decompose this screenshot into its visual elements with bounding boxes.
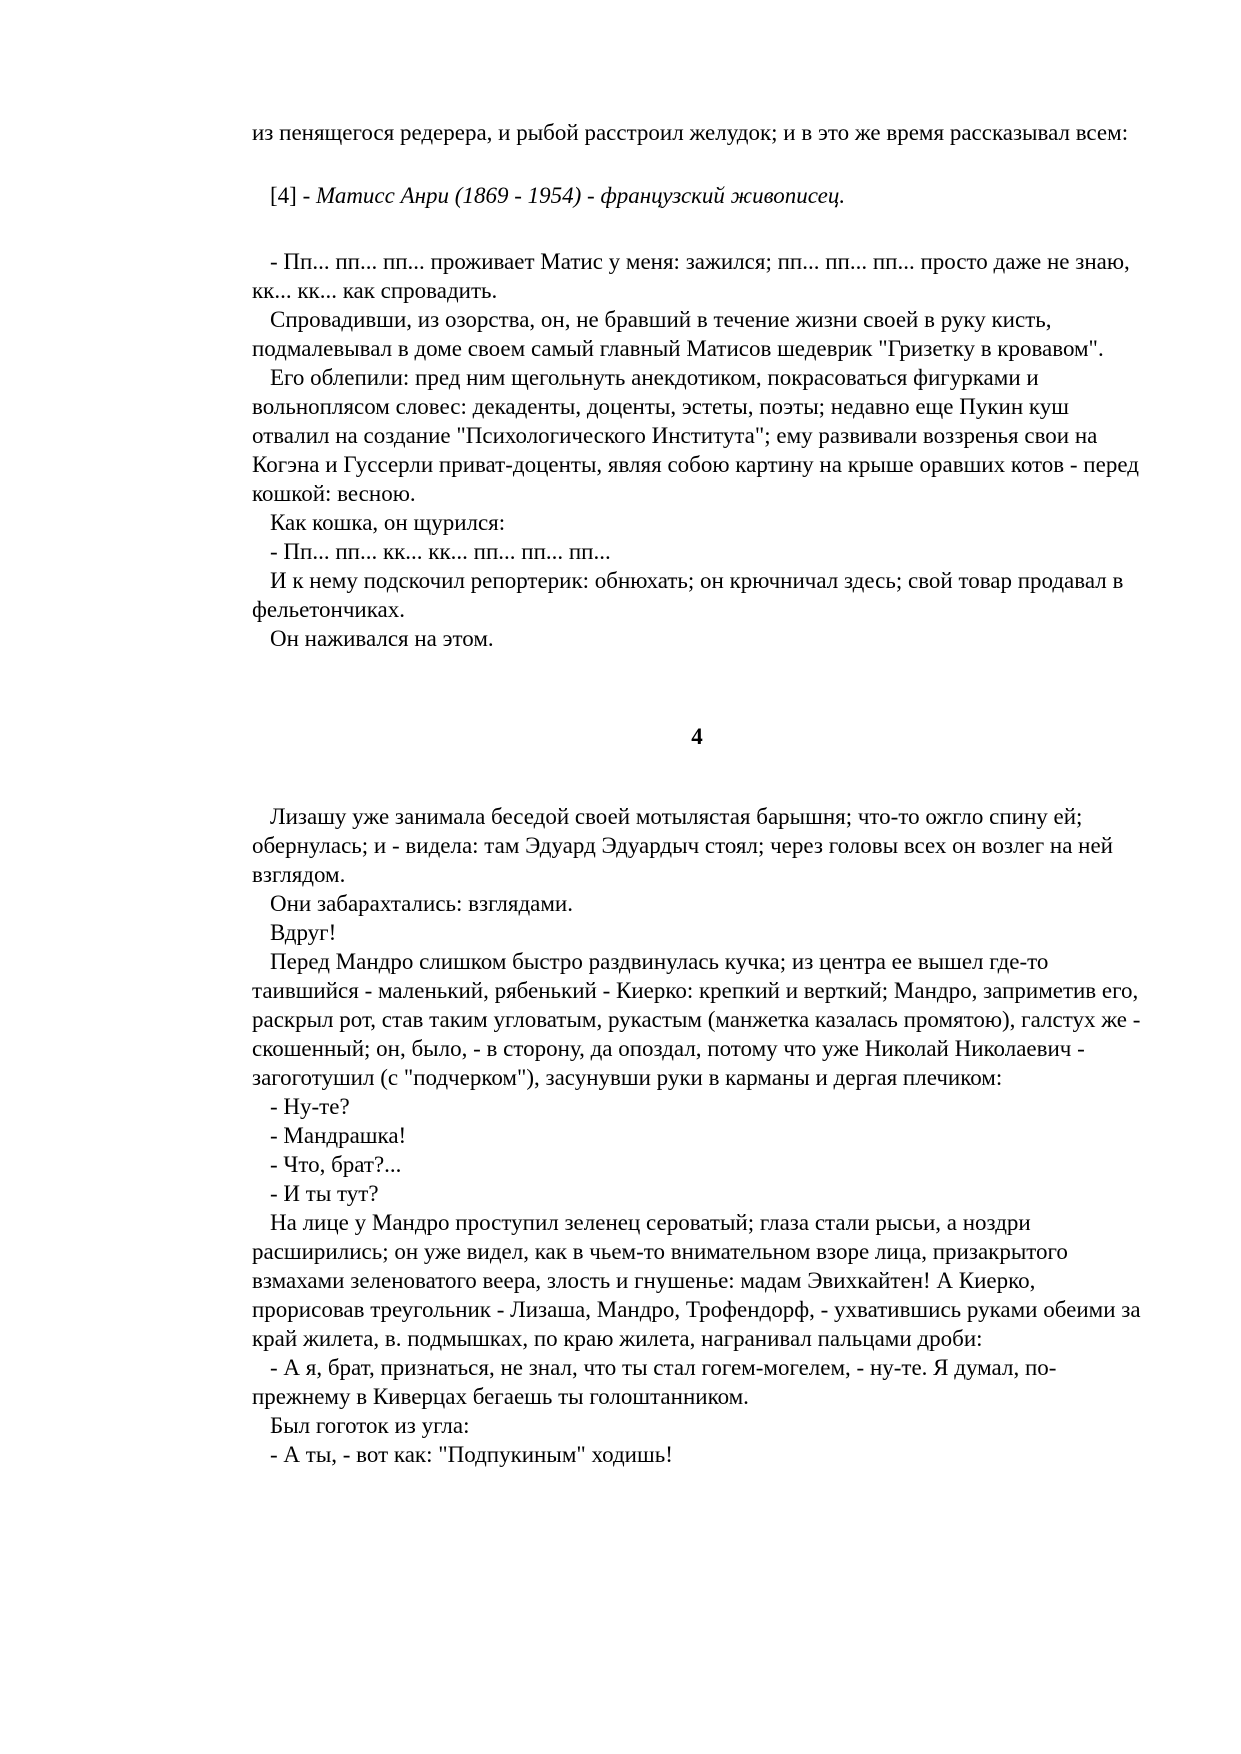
continuation-block [252, 118, 1142, 147]
paragraph: Он наживался на этом. [270, 626, 494, 651]
paragraph: Лизашу уже занимала беседой своей мотылястая барышня; что-то ожгло спину ей; обернулась; и - видела: там Эдуард Эдуардыч стоял; через головы всех он возлег на ней взглядом. [252, 804, 1113, 887]
text-block-bottom [252, 802, 1142, 1469]
paragraph: - Что, брат?... [270, 1152, 402, 1177]
paragraph: Спровадивши, из озорства, он, не бравший в течение жизни своей в руку кисть, подмалевывал в доме своем самый главный Матисов шедеврик "Гризетку в кровавом". [252, 307, 1104, 361]
footnote [252, 181, 1142, 210]
footnote-number: [4] - [270, 183, 316, 208]
paragraph: - Мандрашка! [270, 1123, 407, 1148]
paragraph: Они забарахтались: взглядами. [270, 891, 573, 916]
paragraph: И к нему подскочил репортерик: обнюхать; он крючничал здесь; свой товар продавал в фельетончиках. [252, 568, 1124, 622]
text-block-middle [252, 247, 1142, 653]
footnote-text: Матисс Анри (1869 - 1954) - французский живописец. [315, 183, 846, 208]
paragraph: - А я, брат, признаться, не знал, что ты стал гогем-могелем, - ну-те. Я думал, по-прежнему в Киверцах бегаешь ты голоштанником. [252, 1355, 1057, 1409]
paragraph: - И ты тут? [270, 1181, 379, 1206]
paragraph: - Ну-те? [270, 1094, 350, 1119]
continuation-paragraph: из пенящегося редерера, и рыбой расстроил желудок; и в это же время рассказывал всем: [252, 120, 1129, 145]
paragraph: Его облепили: пред ним щегольнуть анекдотиком, покрасоваться фигурками и вольноплясом словес: декаденты, доценты, эстеты, поэты; недавно еще Пукин куш отвалил на создание "Психологического Института"; ему развивали воззренья свои на Когэна и Гуссерли приват-доценты, являя собою картину на крыше оравших котов - перед кошкой: весною. [252, 365, 1139, 506]
paragraph: Перед Мандро слишком быстро раздвинулась кучка; из центра ее вышел где-то таившийся - маленький, рябенький - Киерко: крепкий и верткий; Мандро, заприметив его, раскрыл рот, став таким угловатым, рукастым (манжетка казалась промятою), галстух же - скошенный; он, было, - в сторону, да опоздал, потому что уже Николай Николаевич - загоготушил (с "подчерком"), засунувши руки в карманы и дергая плечиком: [252, 949, 1141, 1090]
paragraph: Был гоготок из угла: [270, 1413, 470, 1438]
paragraph: Вдруг! [270, 920, 337, 945]
paragraph: - Пп... пп... пп... проживает Матис у меня: зажился; пп... пп... пп... просто даже не знаю, кк... кк... как спровадить. [252, 249, 1130, 303]
paragraph: - Пп... пп... кк... кк... пп... пп... пп... [270, 539, 611, 564]
paragraph: На лице у Мандро проступил зеленец сероватый; глаза стали рысьи, а ноздри расширились; он уже видел, как в чьем-то внимательном взоре лица, призакрытого взмахами зеленоватого веера, злость и гнушенье: мадам Эвихкайтен! А Киерко, прорисовав треугольник - Лизаша, Мандро, Трофендорф, - ухватившись руками обеими за край жилета, в. подмышках, по краю жилета, награнивал пальцами дроби: [252, 1210, 1141, 1351]
paragraph: Как кошка, он щурился: [270, 510, 506, 535]
chapter-heading: 4 [691, 724, 703, 749]
paragraph: - А ты, - вот как: "Подпукиным" ходишь! [270, 1442, 673, 1467]
